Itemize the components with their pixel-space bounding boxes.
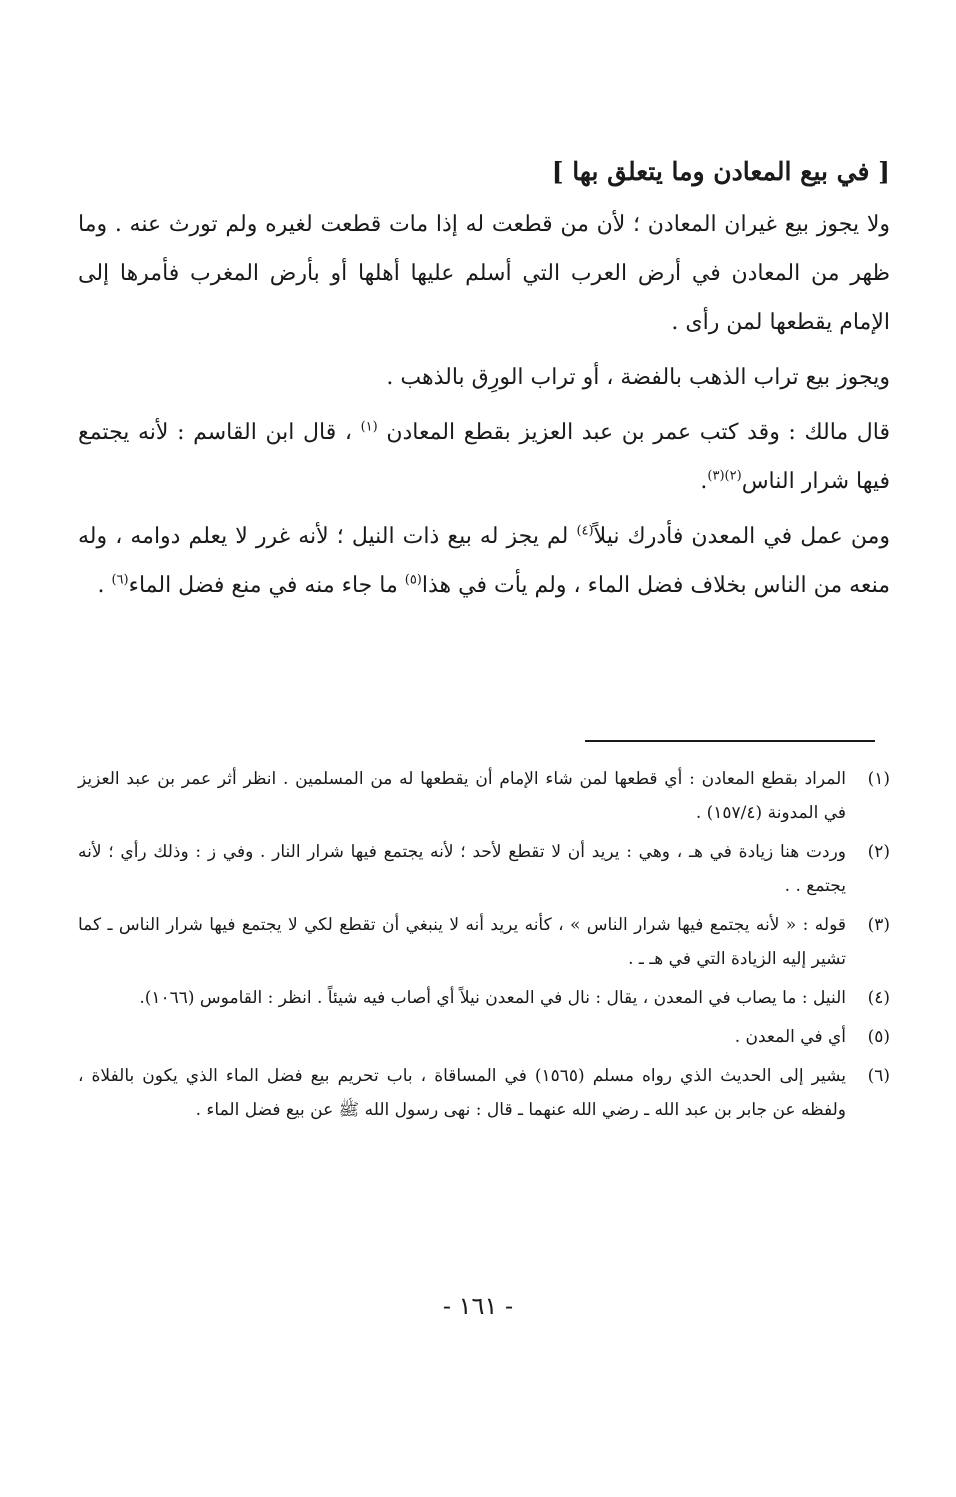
paragraph-text: ما جاء منه في منع فضل الماء [128, 573, 405, 598]
footnote-5 [78, 1020, 890, 1054]
footnote-4 [78, 981, 890, 1015]
paragraph-3 [78, 408, 890, 506]
paragraph-4 [78, 512, 890, 610]
footnote-1 [78, 762, 890, 830]
paragraph-text: . [97, 573, 112, 598]
paragraph-text: لم يجز له بيع ذات النيل ؛ لأنه غرر لا يعلم دوامه ، وله منعه من الناس بخلاف فضل الماء ، ولم يأت في هذا [78, 524, 890, 598]
footnote-ref: (٦) [111, 572, 129, 588]
paragraph-text: ولا يجوز بيع غيران المعادن ؛ لأن من قطعت له إذا مات قطعت لغيره ولم تورث عنه . وما ظهر من المعادن في أرض العرب التي أسلم عليها أهلها أو بأرض المغرب فأمرها إلى الإمام يقطعها لمن رأى . [78, 212, 890, 335]
footnote-text: قوله : « لأنه يجتمع فيها شرار الناس » ، كأنه يريد أنه لا ينبغي أن تقطع لكي لا يجتمع فيها شرار الناس ـ كما تشير إليه الزيادة التي في هـ ـ . [78, 915, 846, 969]
footnote-number: (٦) [867, 1066, 890, 1086]
footnote-6 [78, 1059, 890, 1127]
footnote-number: (٢) [867, 842, 890, 862]
section-heading: [ في بيع المعادن وما يتعلق بها ] [551, 157, 890, 186]
paragraph-text: ويجوز بيع تراب الذهب بالفضة ، أو تراب الورِق بالذهب . [386, 365, 890, 390]
footnote-ref: (١) [360, 419, 378, 435]
paragraph-text: ومن عمل في المعدن فأدرك نيلاً [593, 524, 890, 549]
footnote-number: (١) [867, 769, 890, 789]
footnote-text: أي في المعدن . [734, 1027, 846, 1047]
footnote-ref: (٢)(٣) [707, 468, 742, 484]
footnote-ref: (٤) [576, 523, 594, 539]
paragraph-1 [78, 200, 890, 347]
paragraph-text: قال مالك : وقد كتب عمر بن عبد العزيز بقطع المعادن [377, 420, 890, 445]
footnotes [78, 762, 890, 1132]
footnote-text: المراد بقطع المعادن : أي قطعها لمن شاء الإمام أن يقطعها له من المسلمين . انظر أثر عمر بن عبد العزيز في المدونة (١٥٧/٤) . [78, 769, 846, 823]
footnote-text: يشير إلى الحديث الذي رواه مسلم (١٥٦٥) في المساقاة ، باب تحريم بيع فضل الماء الذي يكون بالفلاة ، ولفظه عن جابر بن عبد الله ـ رضي الله عنهما ـ قال : نهى رسول الله ﷺ عن بيع فضل الماء . [78, 1066, 847, 1120]
paragraph-text: ، قال ابن القاسم : لأنه يجتمع فيها شرار الناس [78, 420, 890, 494]
page-number: - ١٦١ - [442, 1292, 514, 1320]
footnote-2 [78, 835, 890, 903]
footnote-3 [78, 908, 890, 976]
paragraph-text: . [700, 469, 708, 494]
footnote-ref: (٥) [404, 572, 422, 588]
footnote-separator [585, 740, 875, 742]
footnote-number: (٤) [867, 988, 890, 1008]
footnote-text: وردت هنا زيادة في هـ ، وهي : يريد أن لا تقطع لأحد ؛ لأنه يجتمع فيها شرار النار . وفي ز : وذلك رأي ؛ لأنه يجتمع . . [78, 842, 846, 896]
footnote-text: النيل : ما يصاب في المعدن ، يقال : نال في المعدن نيلاً أي أصاب فيه شيئاً . انظر : القاموس (١٠٦٦). [139, 988, 846, 1008]
paragraph-2 [78, 353, 890, 402]
footnote-number: (٣) [867, 915, 890, 935]
footnote-number: (٥) [867, 1027, 890, 1047]
main-text [78, 150, 890, 616]
